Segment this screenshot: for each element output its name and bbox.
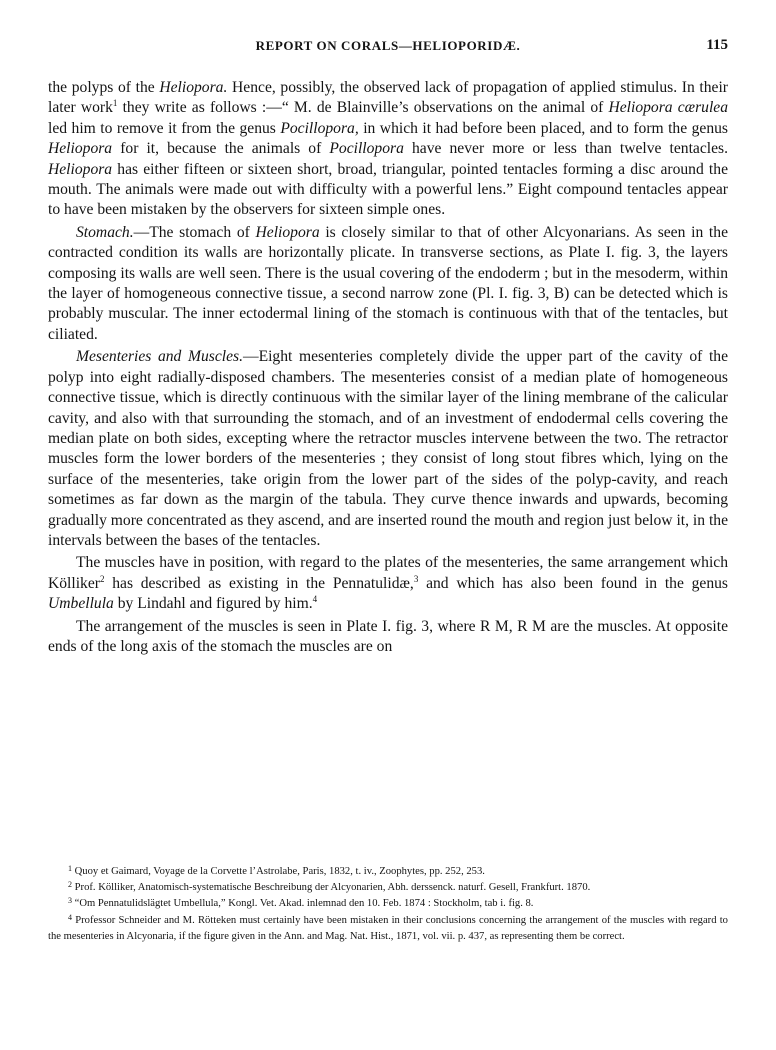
text-run: has either fifteen or sixteen short, broad, triangular, pointed tentacles forming a disc around the mouth. The animals were made out with difficulty with a powerful lens.” Eight compound tentacles appear to have been mistaken by the observers for sixteen simple ones.: [48, 160, 728, 219]
page-number: 115: [706, 37, 728, 53]
text-run: in which it had before been placed, and to form the genus: [358, 119, 728, 137]
text-run: The arrangement of the muscles is seen in Plate I. fig. 3, where R M, R M are the muscles. At opposite ends of the long axis of the stomach the muscles are on: [48, 617, 728, 655]
italic-run: Mesenteries and Muscles.: [76, 348, 243, 366]
text-run: have never more or less than twelve tentacles.: [403, 140, 728, 158]
footnote-ref: 2: [99, 573, 105, 584]
text-run: Hence, possibly, the observed lack of propagation of applied stimulus. In their later work: [48, 79, 728, 117]
text-run: by Lindahl and figured by him.: [113, 595, 313, 613]
text-run: has described as existing in the Pennatulidæ,: [104, 574, 414, 592]
italic-run: Heliopora: [255, 223, 320, 241]
footnote-ref: 3: [413, 573, 419, 584]
italic-run: Heliopora: [48, 140, 113, 158]
footnote-text: “Om Pennatulidslägtet Umbellula,” Kongl. Vet. Akad. inlemnad den 10. Feb. 1874 : Stockholm, tab i. fig. 8.: [74, 898, 534, 910]
running-head: [48, 38, 728, 64]
footnote: [48, 913, 728, 945]
running-head-title: REPORT ON CORALS—HELIOPORIDÆ.: [255, 38, 521, 53]
footnote-mark: 4: [68, 912, 72, 922]
text-run: for it, because the animals of: [112, 140, 330, 158]
italic-run: Heliopora cærulea: [608, 99, 728, 117]
paragraph-muscles-position: [48, 553, 728, 614]
text-run: —Eight mesenteries completely divide the upper part of the cavity of the polyp into eight radially-disposed chambers. The mesenteries consist of a median plate of homogeneous connective tissue, which is directly continuous with the similar layer of the lining membrane of the calicular cavity, and also with that surrounding the stomach, and of an investment of endodermal cells covering the median plate on both sides, excepting where the retractor muscles intervene between the two. The retractor muscles form the lower borders of the mesenteries ; they consist of long stout fibres which, lying on the surface of the mesenteries, take origin from the lower part of the sides of the polyp-cavity, and reach sometimes as far down as the margin of the tabula. They curve thence inwards and upwards, becoming gradually more concentrated as they ascend, and are inserted round the mouth and region just below it, in the intervals between the bases of the tentacles.: [48, 348, 728, 549]
footnote-text: Professor Schneider and M. Rötteken must certainly have been mistaken in their conclusions concerning the arrangement of the muscles with regard to the mesenteries in Alcyonaria, if the figure given in the Ann. and Mag. Nat. Hist., 1871, vol. vii. p. 437, as representing them be correct.: [48, 914, 728, 942]
italic-run: Stomach.: [76, 223, 134, 241]
footnote-mark: 1: [68, 864, 72, 873]
page: [48, 37, 729, 942]
text-run: and which has also been found in the genus: [418, 574, 729, 592]
paragraph-muscles-arrangement: [48, 617, 728, 658]
footnote: [48, 880, 728, 896]
text-run: —The stomach of: [133, 223, 256, 241]
body-text: [48, 78, 728, 657]
text-run: they write as follows :—“ M. de Blainville’s observations on the animal of: [117, 99, 609, 117]
footnote-text: Quoy et Gaimard, Voyage de la Corvette l’Astrolabe, Paris, 1832, t. iv., Zoophytes, pp. 252, 253.: [74, 866, 485, 877]
footnote-ref: 4: [312, 594, 318, 605]
italic-run: Pocillopora,: [280, 119, 359, 137]
footnote-mark: 2: [68, 880, 72, 890]
paragraph-mesenteries: [48, 347, 728, 551]
paragraph-1: [48, 78, 728, 221]
paragraph-stomach: [48, 223, 728, 345]
footnotes: [48, 864, 728, 945]
footnote-ref: 1: [112, 98, 118, 109]
italic-run: Heliopora: [48, 160, 113, 178]
text-run: led him to remove it from the genus: [48, 119, 281, 137]
footnote-mark: 3: [68, 896, 72, 906]
italic-run: Heliopora.: [159, 79, 228, 96]
footnote: [48, 896, 728, 912]
text-run: The muscles have in position, with regard to the plates of the mesenteries, the same arrangement which Kölliker: [48, 554, 728, 592]
footnote-text: Prof. Kölliker, Anatomisch-systematische Beschreibung der Alcyonarien, Abh. derssenck. naturf. Gesell, Frankfurt. 1870.: [74, 882, 591, 894]
italic-run: Umbellula: [48, 595, 114, 613]
text-run: the polyps of the: [48, 79, 160, 96]
footnote: [48, 864, 728, 880]
italic-run: Pocillopora: [329, 140, 404, 158]
text-run: is closely similar to that of other Alcyonarians. As seen in the contracted condition its walls are horizontally plicate. In transverse sections, as Plate I. fig. 3, the layers composing its walls are well seen. There is the usual covering of the endoderm ; but in the mesoderm, within the layer of homogeneous connective tissue, a second narrow zone (Pl. I. fig. 3, B) can be detected which is probably muscular. The inner ectodermal lining of the stomach is continuous with that of the tentacles, but ciliated.: [48, 223, 728, 343]
